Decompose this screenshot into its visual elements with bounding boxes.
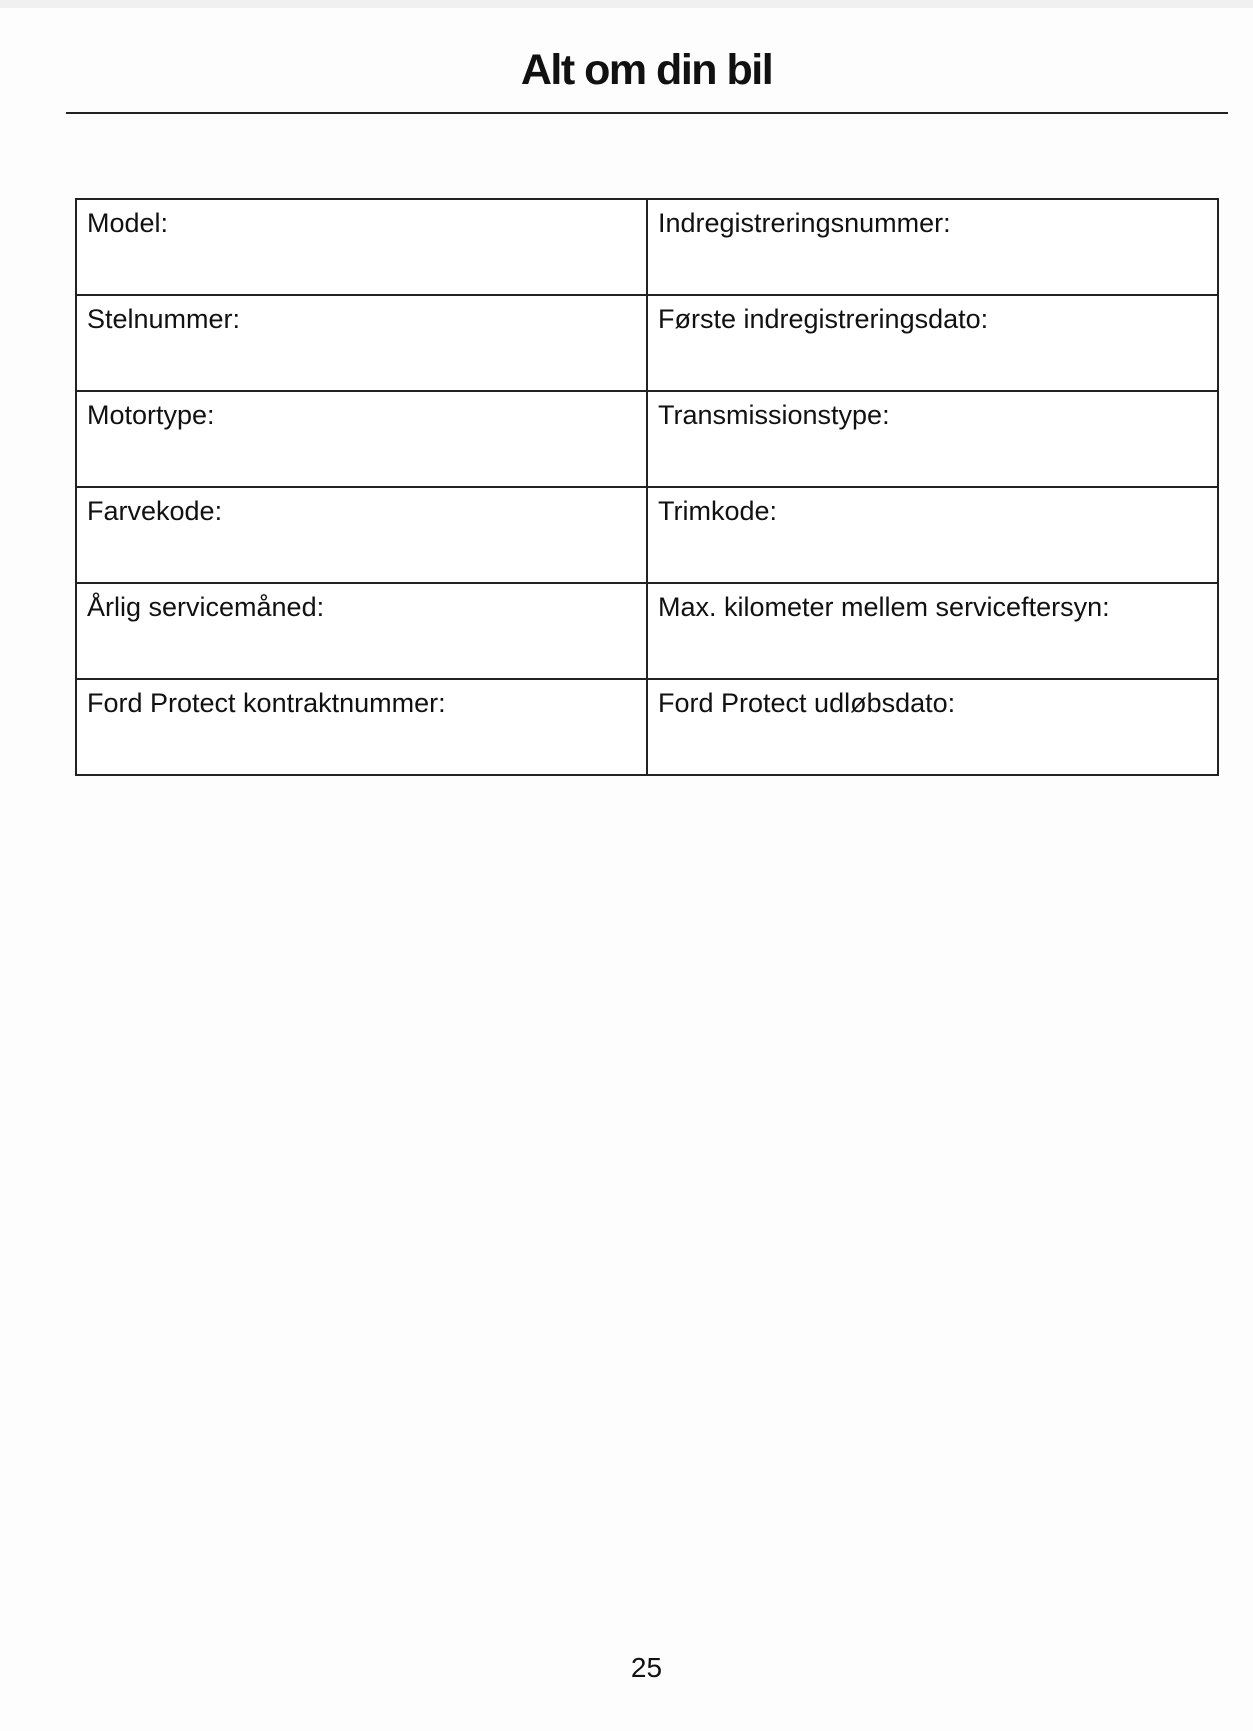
table-cell-label: Ford Protect kontraktnummer: [76,679,647,775]
table-row [76,295,1218,391]
table-cell-label: Farvekode: [76,487,647,583]
table-row [76,679,1218,775]
table-cell-label: Motortype: [76,391,647,487]
table-cell-label: Trimkode: [647,487,1218,583]
vehicle-info-table [75,198,1219,776]
table-row [76,583,1218,679]
table-cell-label: Stelnummer: [76,295,647,391]
top-bar [0,0,1253,8]
table-cell-label: Model: [76,199,647,295]
table-cell-label: Ford Protect udløbsdato: [647,679,1218,775]
table-cell-label: Transmissionstype: [647,391,1218,487]
table-cell-label: Max. kilometer mellem serviceftersyn: [647,583,1218,679]
table-cell-label: Indregistreringsnummer: [647,199,1218,295]
table-row [76,199,1218,295]
title-divider [66,112,1228,114]
page-title: Alt om din bil [520,46,773,94]
table-cell-label: Årlig servicemåned: [76,583,647,679]
page-number: 25 [630,1652,663,1683]
table-row [76,487,1218,583]
table-cell-label: Første indregistreringsdato: [647,295,1218,391]
table-row [76,391,1218,487]
